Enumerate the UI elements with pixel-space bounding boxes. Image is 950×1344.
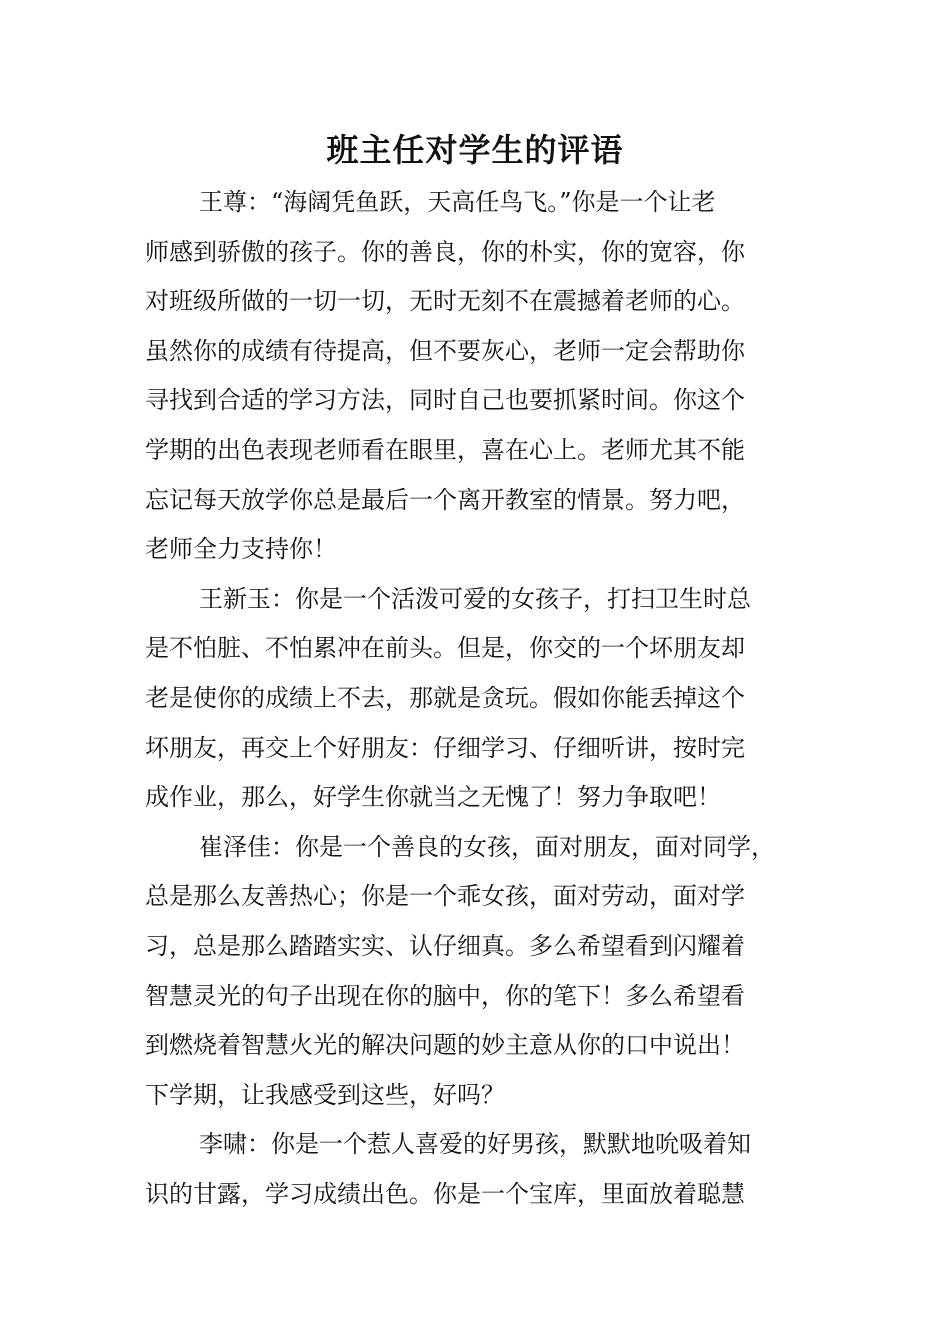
paragraph-wang-zun-line-3: 对班级所做的一切一切，无时无刻不在震撼着老师的心。 — [145, 287, 745, 316]
paragraph-cui-zejia-line-3: 习，总是那么踏踏实实、认仔细真。多么希望看到闪耀着 — [145, 931, 745, 960]
paragraph-wang-zun-line-7: 忘记每天放学你总是最后一个离开教室的情景。努力吧， — [145, 485, 745, 514]
paragraph-wang-xinyu-line-4: 坏朋友，再交上个好朋友：仔细学习、仔细听讲，按时完 — [145, 733, 745, 762]
paragraph-cui-zejia-line-2: 总是那么友善热心；你是一个乖女孩，面对劳动，面对学 — [145, 882, 745, 911]
document-body — [145, 178, 820, 1219]
paragraph-wang-zun-line-8: 老师全力支持你！ — [145, 535, 337, 564]
paragraph-wang-xinyu-line-1: 王新玉：你是一个活泼可爱的女孩子，打扫卫生时总 — [199, 584, 751, 613]
paragraph-cui-zejia-line-1: 崔泽佳：你是一个善良的女孩，面对朋友，面对同学， — [199, 832, 775, 861]
paragraph-cui-zejia-line-6: 下学期，让我感受到这些，好吗？ — [145, 1080, 505, 1109]
paragraph-wang-xinyu-line-2: 是不怕脏、不怕累冲在前头。但是，你交的一个坏朋友却 — [145, 634, 745, 663]
page-title: 班主任对学生的评语 — [326, 131, 624, 169]
paragraph-cui-zejia-line-4: 智慧灵光的句子出现在你的脑中，你的笔下！多么希望看 — [145, 981, 745, 1010]
paragraph-wang-xinyu-line-5: 成作业，那么，好学生你就当之无愧了！努力争取吧！ — [145, 783, 721, 812]
paragraph-wang-zun-line-5: 寻找到合适的学习方法，同时自己也要抓紧时间。你这个 — [145, 386, 745, 415]
paragraph-wang-zun-line-2: 师感到骄傲的孩子。你的善良，你的朴实，你的宽容，你 — [145, 237, 745, 266]
paragraph-li-xiao-line-1: 李啸：你是一个惹人喜爱的好男孩，默默地吮吸着知 — [199, 1130, 751, 1159]
paragraph-li-xiao-line-2: 识的甘露，学习成绩出色。你是一个宝库，里面放着聪慧 — [145, 1179, 745, 1208]
paragraph-wang-xinyu-line-3: 老是使你的成绩上不去，那就是贪玩。假如你能丢掉这个 — [145, 683, 745, 712]
paragraph-wang-zun-line-6: 学期的出色表现老师看在眼里，喜在心上。老师尤其不能 — [145, 435, 745, 464]
paragraph-wang-zun-line-1: 王尊：“海阔凭鱼跃，天高任鸟飞。”你是一个让老 — [199, 188, 716, 216]
paragraph-wang-zun-line-4: 虽然你的成绩有待提高，但不要灰心，老师一定会帮助你 — [145, 336, 745, 365]
paragraph-cui-zejia-line-5: 到燃烧着智慧火光的解决问题的妙主意从你的口中说出！ — [145, 1031, 745, 1060]
